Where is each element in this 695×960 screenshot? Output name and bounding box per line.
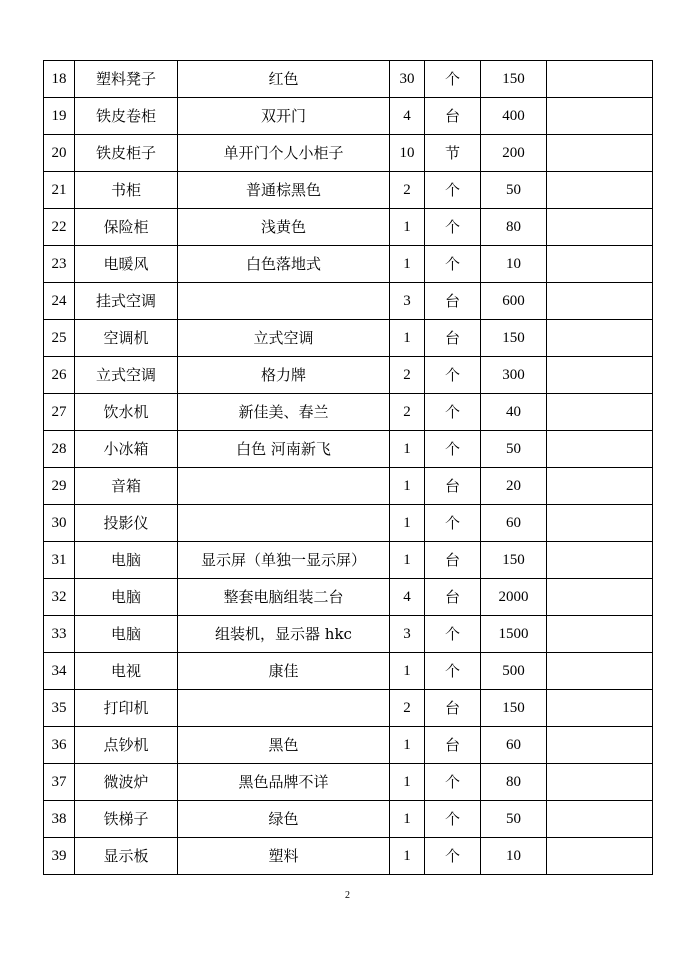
note-cell [547,801,653,838]
item-description-cell: 绿色 [178,801,390,838]
table-row [44,283,653,320]
unit-cell: 台 [425,542,481,579]
value-cell: 400 [481,98,547,135]
row-number-cell: 32 [44,579,75,616]
value-cell: 150 [481,542,547,579]
note-cell [547,320,653,357]
value-cell: 600 [481,283,547,320]
quantity-cell: 1 [390,505,425,542]
row-number-cell: 18 [44,61,75,98]
table-row [44,431,653,468]
item-name-cell: 打印机 [75,690,178,727]
table-row [44,579,653,616]
item-name-cell: 挂式空调 [75,283,178,320]
item-name-cell: 微波炉 [75,764,178,801]
item-name-cell: 电视 [75,653,178,690]
item-description-cell [178,690,390,727]
row-number-cell: 28 [44,431,75,468]
note-cell [547,172,653,209]
unit-cell: 个 [425,394,481,431]
value-cell: 500 [481,653,547,690]
quantity-cell: 1 [390,838,425,875]
row-number-cell: 35 [44,690,75,727]
table-row [44,616,653,653]
quantity-cell: 30 [390,61,425,98]
quantity-cell: 10 [390,135,425,172]
unit-cell: 个 [425,764,481,801]
row-number-cell: 20 [44,135,75,172]
item-name-cell: 电脑 [75,542,178,579]
row-number-cell: 36 [44,727,75,764]
unit-cell: 台 [425,468,481,505]
item-name-cell: 铁皮柜子 [75,135,178,172]
item-name-cell: 点钞机 [75,727,178,764]
value-cell: 80 [481,764,547,801]
row-number-cell: 30 [44,505,75,542]
quantity-cell: 2 [390,394,425,431]
row-number-cell: 27 [44,394,75,431]
unit-cell: 台 [425,579,481,616]
note-cell [547,764,653,801]
item-name-cell: 电脑 [75,616,178,653]
row-number-cell: 23 [44,246,75,283]
unit-cell: 个 [425,431,481,468]
note-cell [547,468,653,505]
row-number-cell: 25 [44,320,75,357]
note-cell [547,283,653,320]
unit-cell: 台 [425,727,481,764]
item-description-cell: 显示屏（单独一显示屏） [178,542,390,579]
table-row [44,98,653,135]
unit-cell: 个 [425,838,481,875]
row-number-cell: 24 [44,283,75,320]
item-description-cell: 塑料 [178,838,390,875]
table-row [44,394,653,431]
page-number: 2 [345,890,350,901]
table-row [44,838,653,875]
value-cell: 50 [481,172,547,209]
unit-cell: 台 [425,98,481,135]
item-description-cell: 康佳 [178,653,390,690]
note-cell [547,579,653,616]
value-cell: 150 [481,690,547,727]
table-row [44,801,653,838]
value-cell: 50 [481,431,547,468]
item-name-cell: 铁梯子 [75,801,178,838]
row-number-cell: 21 [44,172,75,209]
quantity-cell: 1 [390,320,425,357]
quantity-cell: 2 [390,172,425,209]
value-cell: 80 [481,209,547,246]
note-cell [547,98,653,135]
item-name-cell: 音箱 [75,468,178,505]
item-description-cell: 格力牌 [178,357,390,394]
item-description-cell: 立式空调 [178,320,390,357]
item-name-cell: 铁皮卷柜 [75,98,178,135]
unit-cell: 台 [425,283,481,320]
item-name-cell: 小冰箱 [75,431,178,468]
item-description-cell: 浅黄色 [178,209,390,246]
item-name-cell: 投影仪 [75,505,178,542]
item-name-cell: 塑料凳子 [75,61,178,98]
table-row [44,61,653,98]
table-row [44,764,653,801]
row-number-cell: 31 [44,542,75,579]
value-cell: 60 [481,505,547,542]
table-row [44,505,653,542]
item-name-cell: 空调机 [75,320,178,357]
value-cell: 150 [481,320,547,357]
quantity-cell: 1 [390,653,425,690]
row-number-cell: 33 [44,616,75,653]
note-cell [547,727,653,764]
quantity-cell: 2 [390,690,425,727]
value-cell: 40 [481,394,547,431]
item-description-cell: 白色落地式 [178,246,390,283]
row-number-cell: 39 [44,838,75,875]
table-row [44,135,653,172]
quantity-cell: 1 [390,801,425,838]
row-number-cell: 34 [44,653,75,690]
row-number-cell: 29 [44,468,75,505]
item-description-cell: 组装机，显示器 hkc [178,616,390,653]
note-cell [547,542,653,579]
value-cell: 1500 [481,616,547,653]
item-name-cell: 立式空调 [75,357,178,394]
item-name-cell: 饮水机 [75,394,178,431]
value-cell: 200 [481,135,547,172]
table-row [44,468,653,505]
value-cell: 20 [481,468,547,505]
unit-cell: 节 [425,135,481,172]
row-number-cell: 26 [44,357,75,394]
table-body [44,61,653,875]
item-description-cell: 白色 河南新飞 [178,431,390,468]
quantity-cell: 1 [390,468,425,505]
value-cell: 50 [481,801,547,838]
item-name-cell: 电脑 [75,579,178,616]
quantity-cell: 1 [390,431,425,468]
item-description-cell: 双开门 [178,98,390,135]
quantity-cell: 1 [390,209,425,246]
table-row [44,690,653,727]
unit-cell: 个 [425,246,481,283]
quantity-cell: 1 [390,246,425,283]
note-cell [547,246,653,283]
table-row [44,653,653,690]
note-cell [547,505,653,542]
table-row [44,727,653,764]
value-cell: 10 [481,838,547,875]
unit-cell: 个 [425,616,481,653]
note-cell [547,616,653,653]
table-row [44,542,653,579]
item-description-cell: 新佳美、春兰 [178,394,390,431]
unit-cell: 台 [425,320,481,357]
note-cell [547,209,653,246]
value-cell: 300 [481,357,547,394]
quantity-cell: 3 [390,616,425,653]
value-cell: 60 [481,727,547,764]
unit-cell: 台 [425,690,481,727]
note-cell [547,357,653,394]
item-name-cell: 保险柜 [75,209,178,246]
quantity-cell: 3 [390,283,425,320]
table-row [44,172,653,209]
quantity-cell: 4 [390,579,425,616]
unit-cell: 个 [425,357,481,394]
item-name-cell: 书柜 [75,172,178,209]
item-description-cell: 黑色品牌不详 [178,764,390,801]
item-description-cell: 红色 [178,61,390,98]
item-description-cell [178,283,390,320]
item-name-cell: 显示板 [75,838,178,875]
quantity-cell: 1 [390,727,425,764]
note-cell [547,431,653,468]
item-description-cell: 单开门个人小柜子 [178,135,390,172]
row-number-cell: 22 [44,209,75,246]
unit-cell: 个 [425,209,481,246]
inventory-table [43,60,653,875]
item-description-cell: 普通棕黑色 [178,172,390,209]
note-cell [547,653,653,690]
unit-cell: 个 [425,61,481,98]
note-cell [547,61,653,98]
item-description-cell [178,468,390,505]
unit-cell: 个 [425,801,481,838]
value-cell: 150 [481,61,547,98]
item-description-cell [178,505,390,542]
note-cell [547,838,653,875]
item-description-cell: 黑色 [178,727,390,764]
quantity-cell: 2 [390,357,425,394]
note-cell [547,690,653,727]
table-row [44,357,653,394]
unit-cell: 个 [425,505,481,542]
unit-cell: 个 [425,172,481,209]
note-cell [547,394,653,431]
unit-cell: 个 [425,653,481,690]
value-cell: 10 [481,246,547,283]
table-row [44,320,653,357]
row-number-cell: 38 [44,801,75,838]
quantity-cell: 4 [390,98,425,135]
table-row [44,209,653,246]
note-cell [547,135,653,172]
row-number-cell: 37 [44,764,75,801]
value-cell: 2000 [481,579,547,616]
quantity-cell: 1 [390,764,425,801]
item-description-cell: 整套电脑组装二台 [178,579,390,616]
table-row [44,246,653,283]
row-number-cell: 19 [44,98,75,135]
item-name-cell: 电暖风 [75,246,178,283]
quantity-cell: 1 [390,542,425,579]
